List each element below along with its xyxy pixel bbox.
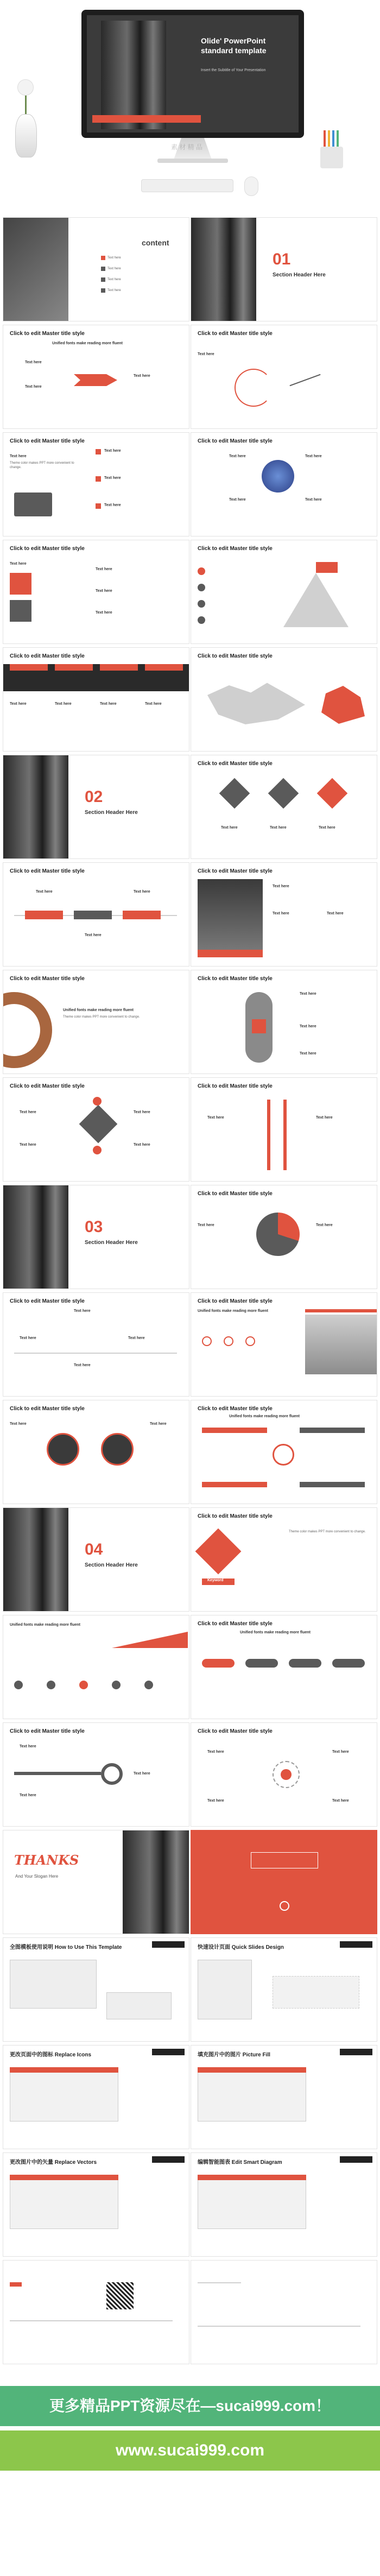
monitor — [81, 10, 304, 138]
slide-bars: Click to edit Master title style Unified fonts make reading more fluent — [191, 1400, 377, 1504]
slide-contents: content Text here Text here Text here Text here — [3, 217, 189, 321]
slogan: And Your Slogan Here — [15, 1874, 59, 1879]
slide-stair-people: Click to edit Master title style Text here — [191, 325, 377, 429]
screen-accent-bar — [92, 115, 201, 123]
pencil-cup-image — [315, 130, 353, 168]
slide-thanks — [3, 1830, 189, 1934]
slide-title: Click to edit Master title style — [10, 331, 85, 337]
slide-pie: Click to edit Master title style Text here Text here — [191, 1185, 377, 1289]
template-subtitle: Insert the Subtitle of Your Presentation — [201, 68, 266, 72]
keyboard-image — [141, 179, 233, 192]
guide-replace-vectors: 更改图片中的矢量 Replace Vectors — [3, 2152, 189, 2257]
slide-diamond-icons: Click to edit Master title style Text here Text here Text here Text here — [3, 1077, 189, 1182]
slide-diamonds: Click to edit Master title style Text here Text here Text here — [191, 755, 377, 859]
section-number: 01 — [273, 250, 291, 268]
slide-photo-text: Click to edit Master title style Text here Text here Text here — [191, 862, 377, 967]
slide-pill-buttons: Click to edit Master title style Unified fonts make reading more fluent — [191, 1615, 377, 1719]
guide-quick-design: 快速设计页面 Quick Slides Design — [191, 1937, 377, 2042]
section-header: Section Header Here — [273, 272, 326, 278]
slide-pipe: Click to edit Master title style Text here Text here Text here — [3, 1722, 189, 1827]
contents-heading: content — [142, 238, 169, 247]
guide-replace-icons: 更改页面中的图标 Replace Icons — [3, 2045, 189, 2149]
slide-climbers: Click to edit Master title style — [191, 540, 377, 644]
slide-ladders: Click to edit Master title style Text here Text here — [191, 1077, 377, 1182]
slide-icons-photo: Click to edit Master title style Unified fonts make reading more fluent — [191, 1292, 377, 1397]
slide-section-03: 03 Section Header Here — [3, 1185, 189, 1289]
slide-laptop: Click to edit Master title style Text here Theme color makes PPT more convenient to change. Text here Text here Text here — [3, 432, 189, 536]
hero-mockup — [0, 0, 380, 217]
monitor-base — [157, 159, 228, 163]
slide-ring: Click to edit Master title style Unified fonts make reading more fluent Theme color makes PPT more convenient to change. — [3, 970, 189, 1074]
slide-diamond-keyword: Click to edit Master title style Keyword Theme color makes PPT more convenient to change. — [191, 1507, 377, 1612]
slide-section-04: 04 Section Header Here — [3, 1507, 189, 1612]
slide-section-02: 02 Section Header Here — [3, 755, 189, 859]
slide-steps: Unified fonts make reading more fluent — [3, 1615, 189, 1719]
slide-globe: Click to edit Master title style Text here Text here Text here Text here — [191, 432, 377, 536]
slide-license — [191, 2260, 377, 2364]
website-banner[interactable]: www.sucai999.com — [0, 2430, 380, 2471]
slide-boxes-list: Click to edit Master title style Text here Text here Text here Text here — [3, 540, 189, 644]
slide-radial: Click to edit Master title style Text here Text here Text here Text here — [191, 1722, 377, 1827]
slide-map: Click to edit Master title style — [191, 647, 377, 752]
promo-banner[interactable]: 更多精品PPT资源尽在—sucai999.com！ — [0, 2386, 380, 2426]
slide-timeline: Click to edit Master title style Text here Text here Text here — [3, 862, 189, 967]
flower-vase-image — [10, 81, 42, 157]
mouse-image — [244, 176, 258, 196]
slide-red-cover — [191, 1830, 377, 1934]
guide-how-to-use: 全图模板使用说明 How to Use This Template — [3, 1937, 189, 2042]
thanks-text: THANKS — [14, 1852, 79, 1868]
slide-circles-photo: Click to edit Master title style Text here Text here — [3, 1400, 189, 1504]
slide-wave: Click to edit Master title style Text here Text here Text here Text here — [3, 1292, 189, 1397]
slide-contact — [3, 2260, 189, 2364]
guide-smart-diagram: 编辑智能图表 Edit Smart Diagram — [191, 2152, 377, 2257]
slide-section-01 — [191, 217, 377, 321]
monitor-screen — [87, 15, 299, 132]
template-title: Olide' PowerPoint standard template — [201, 36, 267, 55]
slide-banners: Click to edit Master title style Text here Text here Text here Text here — [3, 647, 189, 752]
watermark: 素 材 精 品 — [171, 143, 203, 151]
slide-chain: Click to edit Master title style Text here Text here Text here — [191, 970, 377, 1074]
skyscraper-image — [101, 21, 166, 129]
slide-arrows: Click to edit Master title style Unified fonts make reading more fluent Text here Text here Text here — [3, 325, 189, 429]
guide-picture-fill: 填充图片中的图片 Picture Fill — [191, 2045, 377, 2149]
